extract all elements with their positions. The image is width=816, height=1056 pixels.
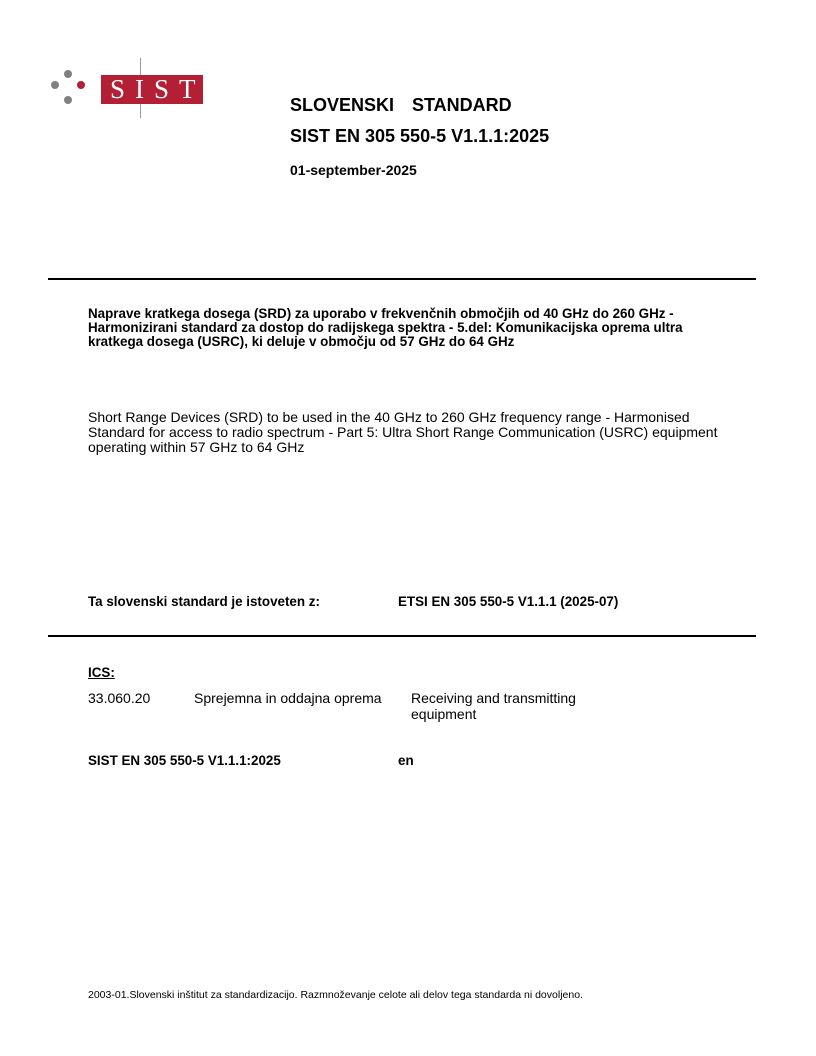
ics-heading: ICS: bbox=[88, 665, 115, 680]
reference-code: SIST EN 305 550-5 V1.1.1:2025 bbox=[88, 753, 281, 768]
logo-dots-icon bbox=[47, 68, 93, 108]
title-slovenian: Naprave kratkega dosega (SRD) za uporabo v frekvenčnih območjih od 40 GHz do 260 GHz - Harmonizirani standard za dostop do radijskega spektra - 5.del: Komunikacijska oprema ultra kratkega dosega (USRC), ki deluje v območju od 57 GHz do 64 GHz bbox=[88, 306, 683, 349]
sist-logo: SIST bbox=[101, 75, 203, 104]
ics-code: 33.060.20 bbox=[88, 690, 151, 706]
top-divider bbox=[48, 278, 756, 280]
title-english: Short Range Devices (SRD) to be used in the 40 GHz to 260 GHz frequency range - Harmonised Standard for access to radio spectrum - Part 5: Ultra Short Range Communication (USRC) equipment operating within 57 GHz to 64 GHz bbox=[88, 409, 718, 455]
copyright-footer: 2003-01.Slovenski inštitut za standardizacijo. Razmnoževanje celote ali delov tega standarda ni dovoljeno. bbox=[88, 989, 583, 1001]
ics-description-slovenian: Sprejemna in oddajna oprema bbox=[194, 690, 382, 706]
standard-type-label: SLOVENSKI STANDARD bbox=[290, 95, 512, 115]
middle-divider bbox=[48, 635, 756, 637]
identical-value: ETSI EN 305 550-5 V1.1.1 (2025-07) bbox=[398, 594, 619, 609]
identical-label: Ta slovenski standard je istoveten z: bbox=[88, 594, 320, 609]
standard-code: SIST EN 305 550-5 V1.1.1:2025 bbox=[290, 126, 550, 146]
publication-date: 01-september-2025 bbox=[290, 162, 417, 178]
ics-description-english: Receiving and transmitting equipment bbox=[411, 690, 576, 722]
reference-language: en bbox=[398, 753, 414, 768]
